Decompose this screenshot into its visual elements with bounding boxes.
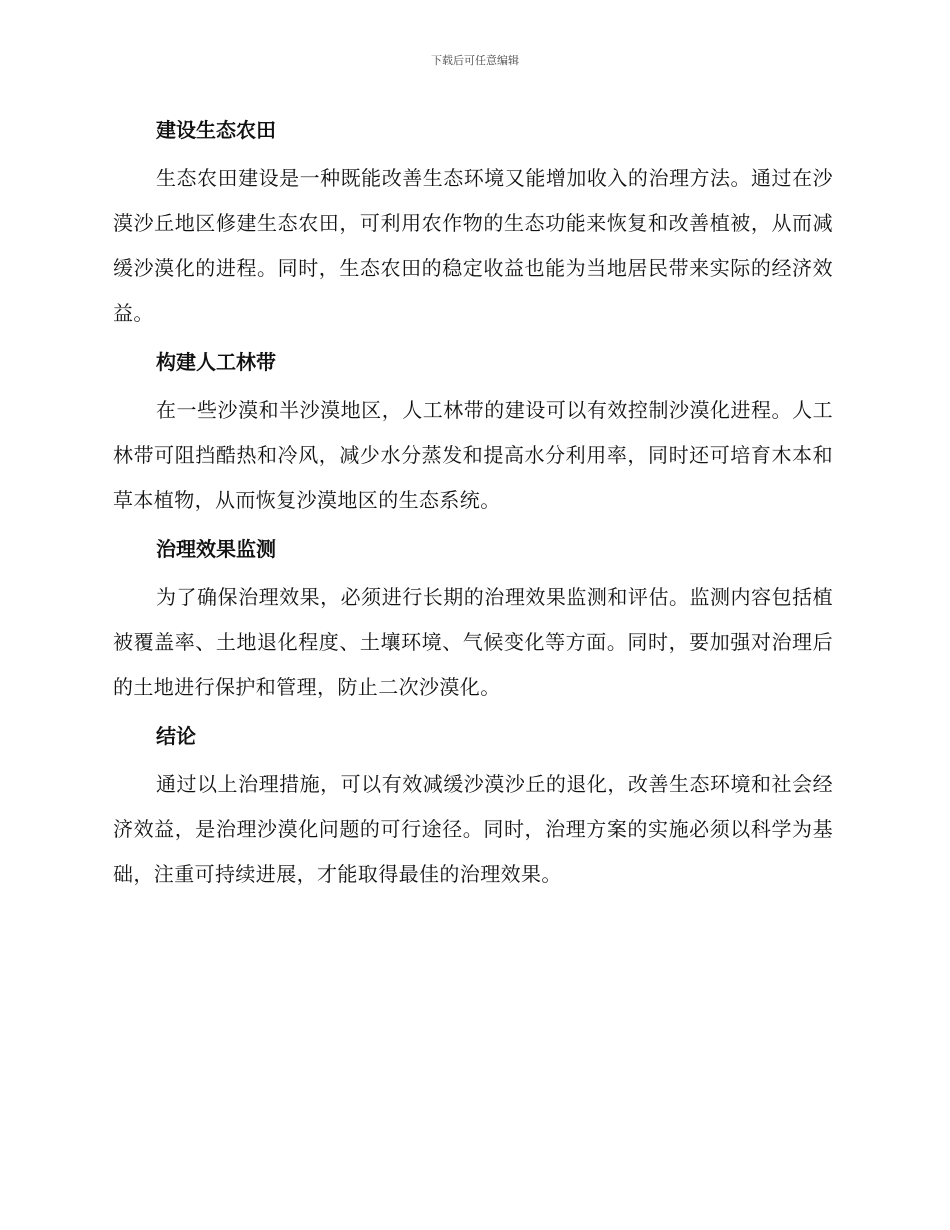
page-header-note: 下载后可任意编辑 xyxy=(431,54,519,67)
section-heading-conclusion: 结论 xyxy=(156,724,196,748)
section-paragraph-artificial-forest-belt: 在一些沙漠和半沙漠地区，人工林带的建设可以有效控制沙漠化进程。人工林带可阻挡酷热和冷风，减少水分蒸发和提高水分利用率，同时还可培育木本和草本植物，从而恢复沙漠地区的生态系统。 xyxy=(113,398,833,512)
section-heading-ecological-farmland: 建设生态农田 xyxy=(156,118,276,142)
section-paragraph-ecological-farmland: 生态农田建设是一种既能改善生态环境又能增加收入的治理方法。通过在沙漠沙丘地区修建生态农田，可利用农作物的生态功能来恢复和改善植被，从而减缓沙漠化的进程。同时，生态农田的稳定收益也能为当地居民带来实际的经济效益。 xyxy=(113,166,833,325)
document-body xyxy=(113,110,833,903)
section-heading-artificial-forest-belt: 构建人工林带 xyxy=(156,350,276,374)
section-paragraph-conclusion: 通过以上治理措施，可以有效减缓沙漠沙丘的退化，改善生态环境和社会经济效益，是治理沙漠化问题的可行途径。同时，治理方案的实施必须以科学为基础，注重可持续进展，才能取得最佳的治理效果。 xyxy=(113,772,833,886)
section-paragraph-effect-monitoring: 为了确保治理效果，必须进行长期的治理效果监测和评估。监测内容包括植被覆盖率、土地退化程度、土壤环境、气候变化等方面。同时，要加强对治理后的土地进行保护和管理，防止二次沙漠化。 xyxy=(113,585,833,699)
section-heading-effect-monitoring: 治理效果监测 xyxy=(156,537,276,561)
